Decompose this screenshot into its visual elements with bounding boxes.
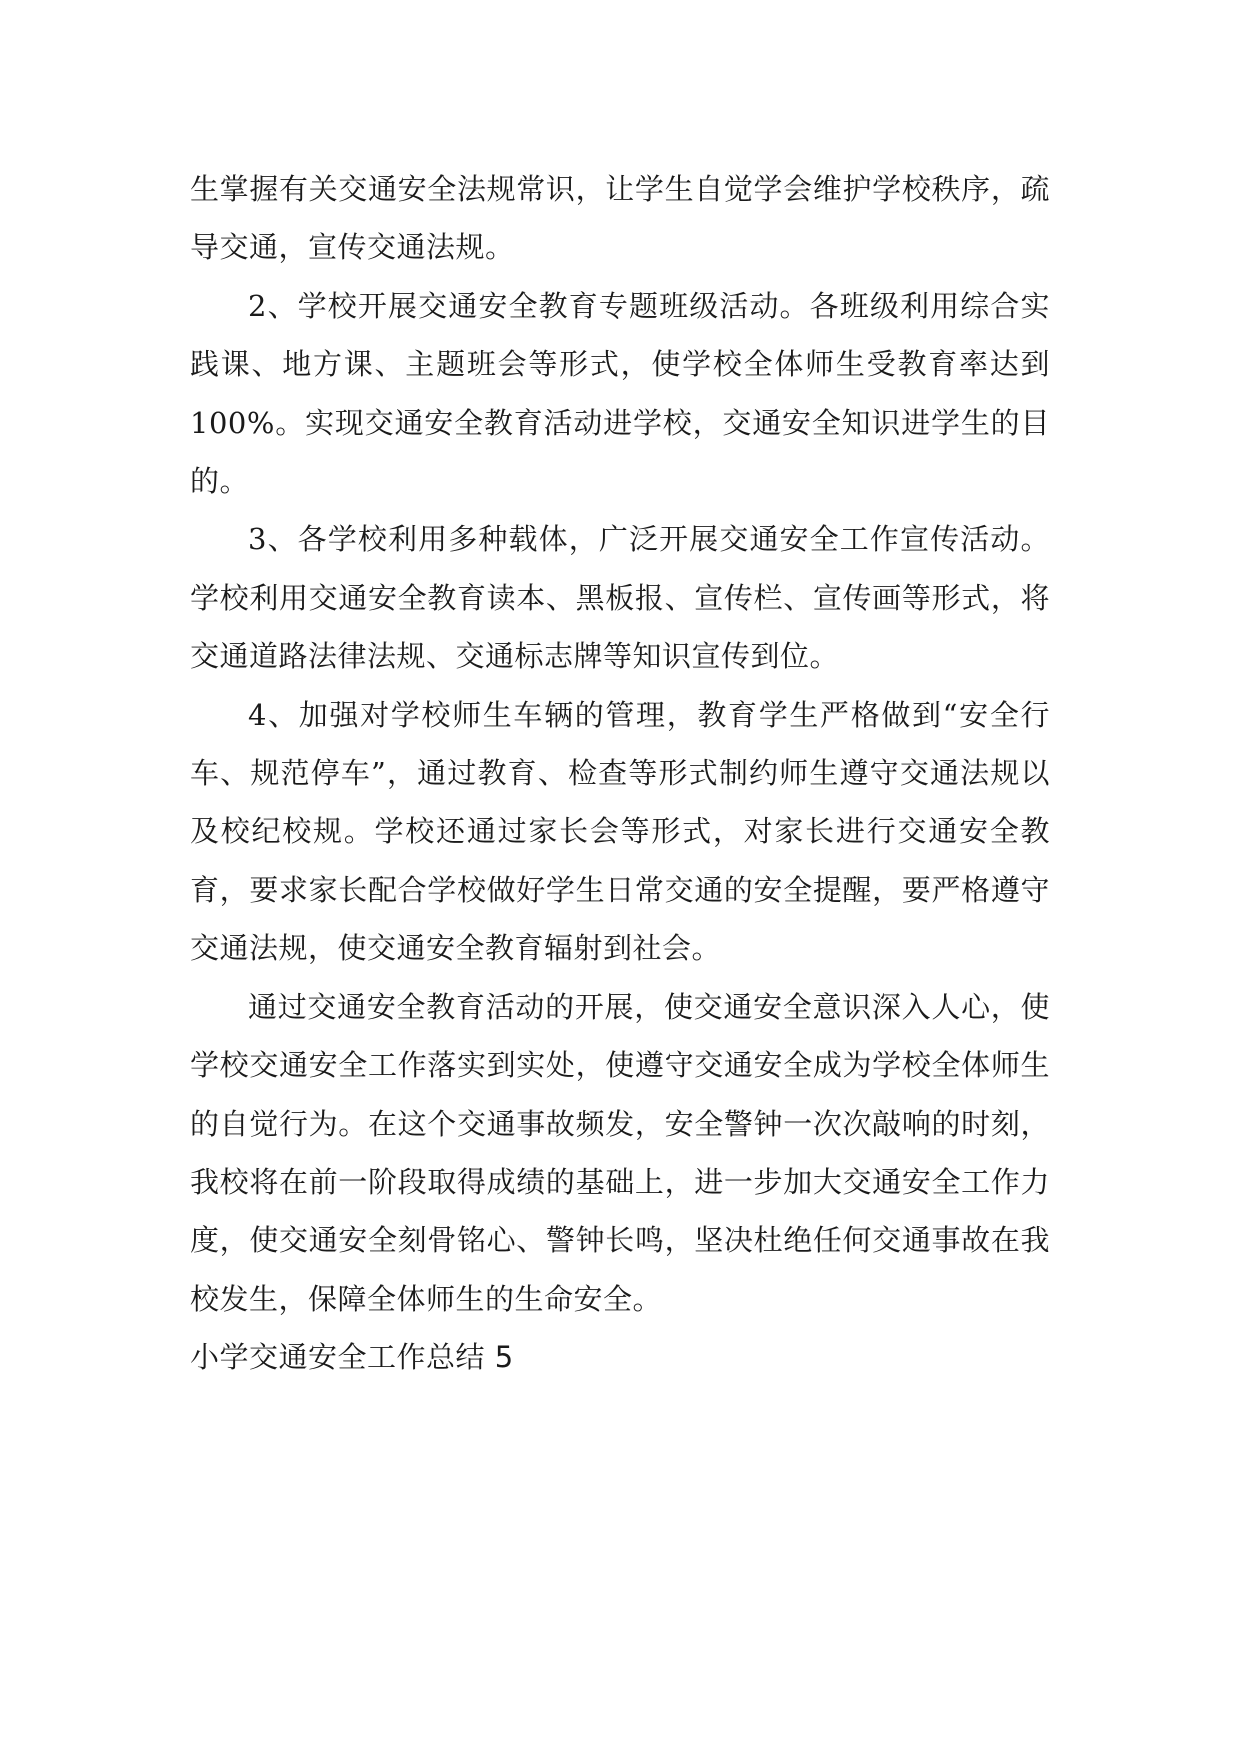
paragraph-item-2: 2、学校开展交通安全教育专题班级活动。各班级利用综合实践课、地方课、主题班会等形式，使学校全体师生受教育率达到100%。实现交通安全教育活动进学校，交通安全知识进学生的目的。 [190, 288, 1050, 499]
paragraph-item-4: 4、加强对学校师生车辆的管理，教育学生严格做到“安全行车、规范停车”，通过教育、检查等形式制约师生遵守交通法规以及校纪校规。学校还通过家长会等形式，对家长进行交通安全教育，要求家长配合学校做好学生日常交通的安全提醒，要严格遵守交通法规，使交通安全教育辐射到社会。 [190, 697, 1050, 966]
section-heading: 小学交通安全工作总结 5 [190, 1340, 514, 1375]
paragraph-continuation: 生掌握有关交通安全法规常识，让学生自觉学会维护学校秩序，疏导交通，宣传交通法规。 [190, 172, 1050, 265]
document-body [190, 160, 1050, 1387]
paragraph-item-3: 3、各学校利用多种载体，广泛开展交通安全工作宣传活动。学校利用交通安全教育读本、黑板报、宣传栏、宣传画等形式，将交通道路法律法规、交通标志牌等知识宣传到位。 [190, 522, 1050, 674]
paragraph-conclusion: 通过交通安全教育活动的开展，使交通安全意识深入人心，使学校交通安全工作落实到实处，使遵守交通安全成为学校全体师生的自觉行为。在这个交通事故频发，安全警钟一次次敲响的时刻，我校将在前一阶段取得成绩的基础上，进一步加大交通安全工作力度，使交通安全刻骨铭心、警钟长鸣，坚决杜绝任何交通事故在我校发生，保障全体师生的生命安全。 [190, 989, 1050, 1316]
